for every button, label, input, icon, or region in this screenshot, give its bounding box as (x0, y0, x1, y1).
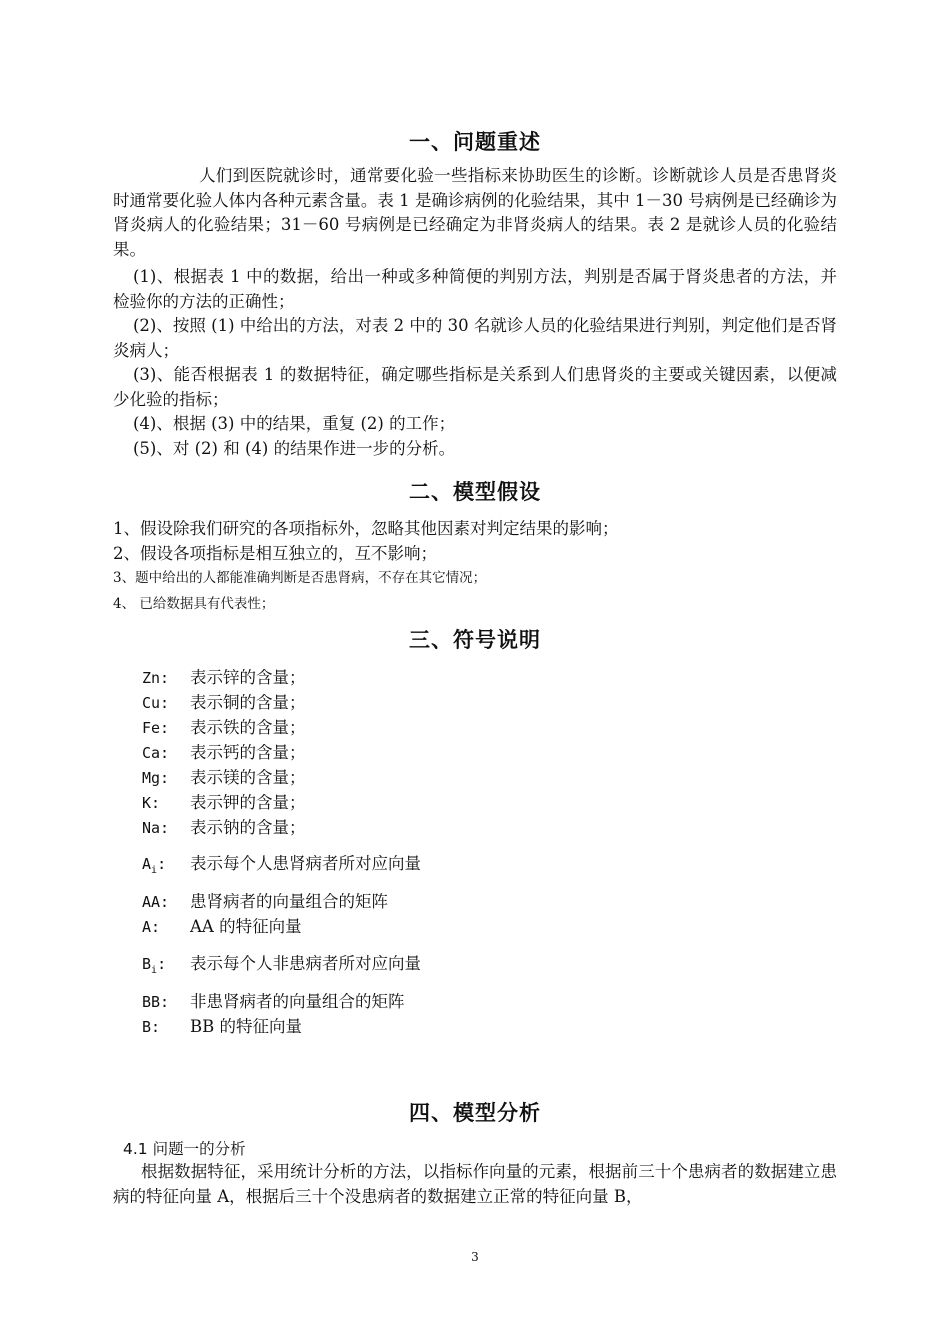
symbol-row (142, 664, 306, 688)
symbol-subscript: i (151, 965, 158, 976)
symbol-description: 表示铁的含量； (190, 718, 306, 737)
symbol-key-text: Fe: (142, 719, 170, 737)
assumption-3: 3、题中给出的人都能准确判断是否患肾病，不存在其它情况； (113, 570, 487, 586)
symbol-key-text: K: (142, 794, 161, 812)
assumption-4: 4、 已给数据具有代表性； (113, 596, 275, 612)
symbol-colon: : (157, 855, 167, 873)
symbol-key-text: B (142, 955, 152, 973)
assumption-1: 1、假设除我们研究的各项指标外，忽略其他因素对判定结果的影响； (113, 519, 619, 538)
symbol-key (142, 694, 190, 712)
symbol-key (142, 769, 190, 787)
symbol-row (142, 850, 421, 876)
symbol-key-text: BB: (142, 993, 170, 1011)
symbol-key (142, 855, 190, 876)
symbol-key (142, 893, 190, 911)
analysis-paragraph: 根据数据特征，采用统计分析的方法，以指标作向量的元素，根据前三十个患病者的数据建立患病的特征向量 A，根据后三十个没患病者的数据建立正常的特征向量 B， (113, 1162, 837, 1206)
problem-intro-paragraph: 人们到医院就诊时，通常要化验一些指标来协助医生的诊断。诊断就诊人员是否患肾炎时通常要化验人体内各种元素含量。表 1 是确诊病例的化验结果，其中 1－30 号病例是已经确诊为肾炎病人的化验结果；31－60 号病例是已经确定为非肾炎病人的结果。表 2 是就诊人员的化验结果。 (113, 166, 837, 259)
symbol-key (142, 794, 190, 812)
page-number: 3 (471, 1250, 479, 1264)
question-1: (1)、根据表 1 中的数据，给出一种或多种简便的判别方法，判别是否属于肾炎患者的方法，并检验你的方法的正确性； (113, 267, 837, 311)
symbol-key-text: Zn: (142, 669, 170, 687)
symbol-row (142, 764, 306, 788)
symbol-key (142, 669, 190, 687)
symbol-row (142, 714, 306, 738)
symbol-description: 患肾病者的向量组合的矩阵 (190, 892, 388, 911)
symbol-key (142, 955, 190, 976)
symbol-key (142, 993, 190, 1011)
section-title-model-analysis: 四、模型分析 (409, 1101, 541, 1125)
question-4: (4)、根据 (3) 中的结果，重复 (2) 的工作； (133, 414, 456, 433)
symbol-description: 表示每个人患肾病者所对应向量 (190, 854, 421, 873)
assumption-2: 2、假设各项指标是相互独立的，互不影响； (113, 544, 437, 563)
symbol-key (142, 719, 190, 737)
symbol-key (142, 1018, 190, 1036)
symbol-description: 非患肾病者的向量组合的矩阵 (190, 992, 405, 1011)
symbol-key (142, 819, 190, 837)
symbol-row (142, 988, 405, 1012)
symbol-key-text: Cu: (142, 694, 170, 712)
section-title-assumptions: 二、模型假设 (409, 480, 541, 504)
symbol-key-text: A: (142, 918, 161, 936)
symbol-description: 表示锌的含量； (190, 668, 306, 687)
symbol-description: 表示每个人非患病者所对应向量 (190, 954, 421, 973)
symbol-key (142, 918, 190, 936)
symbol-description: AA 的特征向量 (190, 917, 302, 936)
section-title-symbols: 三、符号说明 (409, 628, 541, 652)
symbol-row (142, 814, 306, 838)
symbol-key (142, 744, 190, 762)
question-3: (3)、能否根据表 1 的数据特征，确定哪些指标是关系到人们患肾炎的主要或关键因素，以便减少化验的指标； (113, 365, 837, 409)
symbol-key-text: AA: (142, 893, 170, 911)
symbol-key-text: Na: (142, 819, 170, 837)
question-5: (5)、对 (2) 和 (4) 的结果作进一步的分析。 (133, 439, 456, 458)
symbol-row (142, 913, 302, 937)
symbol-row (142, 739, 306, 763)
symbol-description: 表示钠的含量； (190, 818, 306, 837)
subsection-title-4-1: 4.1 问题一的分析 (123, 1140, 246, 1158)
symbol-description: 表示钾的含量； (190, 793, 306, 812)
symbol-row (142, 888, 388, 912)
symbol-key-text: Mg: (142, 769, 170, 787)
symbol-description: BB 的特征向量 (190, 1017, 302, 1036)
symbol-colon: : (157, 955, 167, 973)
section-title-problem-restatement: 一、问题重述 (409, 130, 541, 154)
symbol-description: 表示钙的含量； (190, 743, 306, 762)
symbol-row (142, 1013, 302, 1037)
symbol-key-text: Ca: (142, 744, 170, 762)
question-2: (2)、按照 (1) 中给出的方法，对表 2 中的 30 名就诊人员的化验结果进行判别，判定他们是否肾炎病人； (113, 316, 837, 360)
symbol-subscript: i (151, 865, 158, 876)
symbol-description: 表示镁的含量； (190, 768, 306, 787)
symbol-key-text: B: (142, 1018, 161, 1036)
symbol-key-text: A (142, 855, 152, 873)
symbol-description: 表示铜的含量； (190, 693, 306, 712)
symbol-row (142, 950, 421, 976)
symbol-row (142, 689, 306, 713)
symbol-row (142, 789, 306, 813)
